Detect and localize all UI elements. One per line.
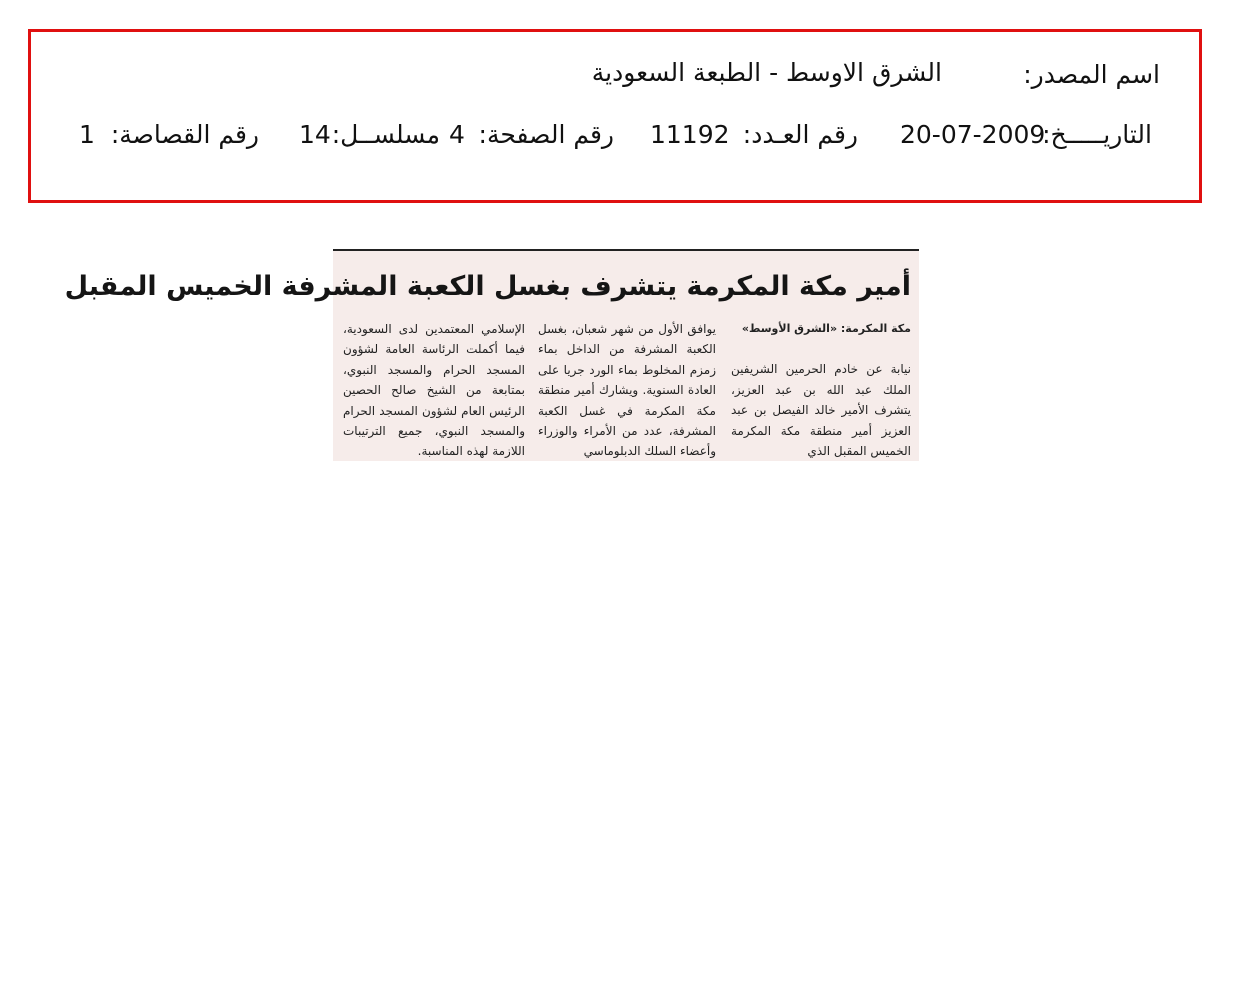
article-column-3: الإسلامي المعتمدين لدى السعودية، فيما أكملت الرئاسة العامة لشؤون المسجد الحرام والمسجد النبوي، بمتابعة من الشيخ صالح الحصين الرئيس العام لشؤون المسجد الحرام والمسجد النبوي، جميع الترتيبات اللازمة لهذه المناسبة. <box>343 322 525 459</box>
issue-label: رقم العـدد: <box>742 120 858 149</box>
newspaper-clipping <box>64 249 919 461</box>
source-value: الشرق الاوسط - الطبعة السعودية <box>591 58 942 87</box>
article-byline: مكة المكرمة: «الشرق الأوسط» <box>741 322 911 335</box>
date-value: 20-07-2009 <box>900 120 1046 149</box>
document-metadata-box <box>28 29 1202 203</box>
article-headline: أمير مكة المكرمة يتشرف بغسل الكعبة المشرفة الخميس المقبل <box>64 271 911 302</box>
source-label: اسم المصدر: <box>1023 60 1160 89</box>
issue-value: 11192 <box>650 120 730 149</box>
article-column-2: يوافق الأول من شهر شعبان، بغسل الكعبة المشرفة من الداخل بماء زمزم المخلوط بماء الورد جريا على العادة السنوية. ويشارك أمير منطقة مكة المكرمة في غسل الكعبة المشرفة، عدد من الأمراء والوزراء وأعضاء السلك الدبلوماسي <box>538 322 716 459</box>
page-label: رقم الصفحة: <box>478 120 614 149</box>
serial-label: مسلســل: <box>331 120 440 149</box>
clip-label: رقم القصاصة: <box>110 120 259 149</box>
serial-value: 14 <box>299 120 331 149</box>
article-column-1-text: نيابة عن خادم الحرمين الشريفين الملك عبد الله بن عبد العزيز، يتشرف الأمير خالد الفيصل بن عبد العزيز أمير منطقة مكة المكرمة الخميس المقبل الذي <box>731 362 911 459</box>
date-label: التاريـــــخ: <box>1042 120 1152 149</box>
page-value: 4 <box>449 120 465 149</box>
article-column-1 <box>731 319 911 461</box>
clip-value: 1 <box>79 120 95 149</box>
